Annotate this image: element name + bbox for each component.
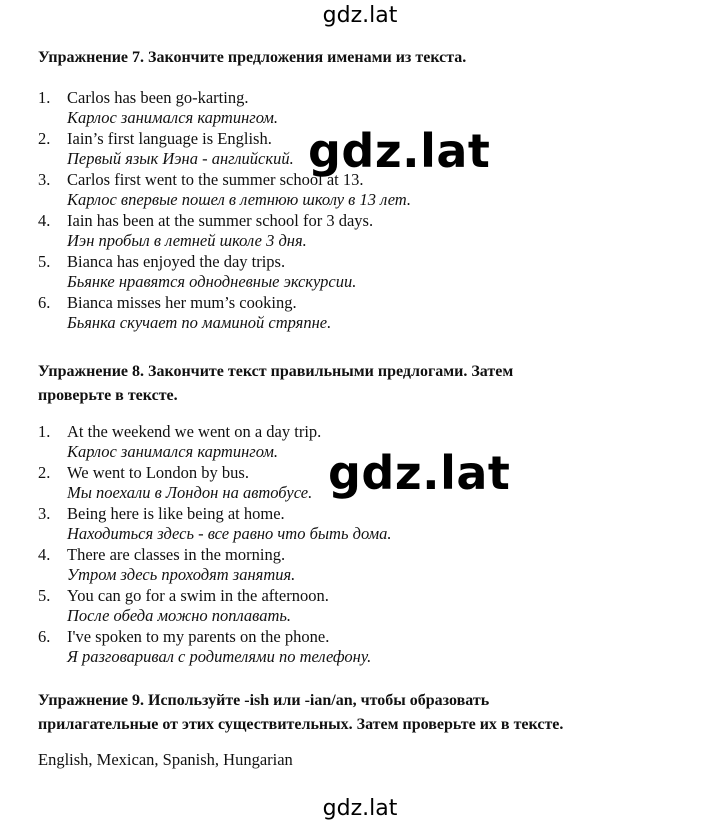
english-sentence: Bianca misses her mum’s cooking.: [67, 293, 297, 312]
exercise-9-heading-line-1: Упражнение 9. Используйте -ish или -ian/an, чтобы образовать: [38, 692, 490, 709]
item-number: 6.: [38, 293, 51, 312]
watermark-overlay: gdz.lat: [328, 446, 511, 500]
english-sentence: At the weekend we went on a day trip.: [67, 422, 322, 441]
item-number: 5.: [38, 586, 51, 605]
english-sentence: Iain has been at the summer school for 3 days.: [67, 211, 374, 230]
item-number: 5.: [38, 252, 51, 271]
russian-translation: Первый язык Иэна - английский.: [67, 149, 294, 168]
exercise-9-answer: English, Mexican, Spanish, Hungarian: [38, 750, 293, 769]
english-sentence: Being here is like being at home.: [67, 504, 285, 523]
item-number: 4.: [38, 211, 51, 230]
exercise-7-heading: Упражнение 7. Закончите предложения именами из текста.: [38, 49, 467, 66]
english-sentence: You can go for a swim in the afternoon.: [67, 586, 329, 605]
english-sentence: I've spoken to my parents on the phone.: [67, 627, 330, 646]
exercise-8-heading-line-2: проверьте в тексте.: [38, 387, 178, 404]
russian-translation: После обеда можно поплавать.: [67, 606, 292, 625]
english-sentence: There are classes in the morning.: [67, 545, 286, 564]
exercise-8-heading-line-1: Упражнение 8. Закончите текст правильными предлогами. Затем: [38, 363, 514, 380]
watermark-overlay: gdz.lat: [308, 124, 491, 178]
item-number: 1.: [38, 88, 51, 107]
russian-translation: Находиться здесь - все равно что быть дома.: [67, 524, 392, 543]
russian-translation: Карлос занимался картингом.: [67, 108, 278, 127]
item-number: 3.: [38, 504, 51, 523]
item-number: 2.: [38, 129, 51, 148]
english-sentence: We went to London by bus.: [67, 463, 249, 482]
english-sentence: Iain’s first language is English.: [67, 129, 272, 148]
russian-translation: Мы поехали в Лондон на автобусе.: [67, 483, 313, 502]
exercise-9-heading: [38, 689, 658, 737]
item-number: 6.: [38, 627, 51, 646]
item-number: 2.: [38, 463, 51, 482]
english-sentence: Carlos first went to the summer school at 13.: [67, 170, 364, 189]
watermark-top: gdz.lat: [322, 3, 398, 28]
exercise-8-heading: [38, 360, 658, 408]
russian-translation: Карлос впервые пошел в летнюю школу в 13 лет.: [67, 190, 412, 209]
english-sentence: Carlos has been go-karting.: [67, 88, 249, 107]
russian-translation: Бьянке нравятся однодневные экскурсии.: [67, 272, 357, 291]
russian-translation: Утром здесь проходят занятия.: [67, 565, 296, 584]
item-number: 1.: [38, 422, 51, 441]
exercise-9-heading-line-2: прилагательные от этих существительных. Затем проверьте их в тексте.: [38, 716, 564, 733]
russian-translation: Иэн пробыл в летней школе 3 дня.: [67, 231, 307, 250]
watermark-bottom: gdz.lat: [322, 796, 398, 821]
russian-translation: Карлос занимался картингом.: [67, 442, 278, 461]
russian-translation: Бьянка скучает по маминой стряпне.: [67, 313, 332, 332]
item-number: 3.: [38, 170, 51, 189]
item-number: 4.: [38, 545, 51, 564]
russian-translation: Я разговаривал с родителями по телефону.: [67, 647, 372, 666]
english-sentence: Bianca has enjoyed the day trips.: [67, 252, 286, 271]
